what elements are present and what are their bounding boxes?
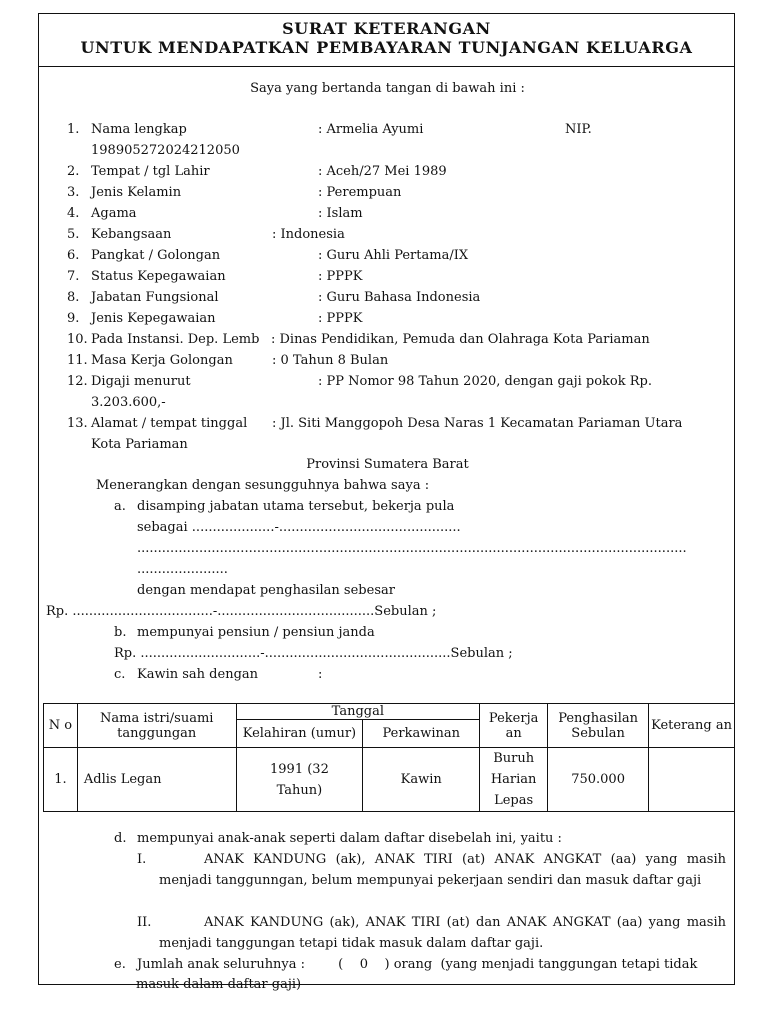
declaration-text: Menerangkan dengan sesungguhnya bahwa saya : <box>96 478 430 493</box>
field-label: Jabatan Fungsional <box>91 290 219 305</box>
item-e-line1: Jumlah anak seluruhnya : ( 0 ) orang (yang menjadi tanggungan tetapi tidak <box>137 957 698 972</box>
field-label: Nama lengkap <box>91 122 187 137</box>
item-d-ii-num: II. <box>137 915 152 930</box>
cell-no: 1. <box>44 748 78 812</box>
item-c-letter: c. <box>114 667 126 682</box>
header-penghasilan: Penghasilan Sebulan <box>548 704 649 748</box>
field-number: 5. <box>67 227 80 242</box>
field-continuation: 3.203.600,- <box>91 395 166 410</box>
document-frame <box>38 13 735 985</box>
field-value: : 0 Tahun 8 Bulan <box>272 353 389 368</box>
item-a-letter: a. <box>114 499 126 514</box>
table-row <box>44 748 735 812</box>
field-number: 10. <box>67 332 88 347</box>
field-value: : PPPK <box>318 311 363 326</box>
cell-penghasilan: 750.000 <box>548 748 649 812</box>
item-e-line2: masuk dalam daftar gaji) <box>136 977 302 992</box>
header-pekerjaan: Pekerja an <box>480 704 548 748</box>
field-label: Tempat / tgl Lahir <box>91 164 210 179</box>
field-value: : Perempuan <box>318 185 402 200</box>
field-continuation: Kota Pariaman <box>91 437 188 452</box>
header-perkawinan: Perkawinan <box>363 720 480 748</box>
field-number: 13. <box>67 416 88 431</box>
cell-kelahiran: 1991 (32 Tahun) <box>236 748 363 812</box>
field-number: 2. <box>67 164 80 179</box>
field-number: 1. <box>67 122 80 137</box>
field-label: Pangkat / Golongan <box>91 248 221 263</box>
header-no: N o <box>44 704 78 748</box>
item-a-line2: sebagai ....................-............................................ <box>137 520 461 535</box>
field-label: Alamat / tempat tinggal <box>91 416 248 431</box>
field-value: : Indonesia <box>272 227 345 242</box>
item-b-line1: mempunyai pensiun / pensiun janda <box>137 625 375 640</box>
item-a-line6: Rp. ..................................-......................................Sebulan ; <box>46 604 437 619</box>
field-label: Jenis Kepegawaian <box>91 311 216 326</box>
field-label: Masa Kerja Golongan <box>91 353 233 368</box>
cell-keterangan <box>649 748 735 812</box>
item-a-line4: ...................... <box>137 562 228 577</box>
item-b-line2: Rp. .............................-.............................................Sebulan ; <box>114 646 513 661</box>
field-number: 3. <box>67 185 80 200</box>
spouse-table <box>43 703 735 812</box>
intro-text: Saya yang bertanda tangan di bawah ini : <box>250 81 525 96</box>
field-value: : Guru Bahasa Indonesia <box>318 290 481 305</box>
item-d-letter: d. <box>114 831 127 846</box>
item-a-line5: dengan mendapat penghasilan sebesar <box>137 583 395 598</box>
cell-perkawinan: Kawin <box>363 748 480 812</box>
item-d-i-text: ANAK KANDUNG (ak), ANAK TIRI (at) ANAK ANGKAT (aa) yang masih menjadi tanggunngan, belum mempunyai pekerjaan sendiri dan masuk daftar gaji <box>159 852 726 888</box>
province-text: Provinsi Sumatera Barat <box>306 457 469 472</box>
item-c-colon: : <box>318 667 323 682</box>
item-e-letter: e. <box>114 957 126 972</box>
item-d-i-num: I. <box>137 852 147 867</box>
item-d-ii-text: ANAK KANDUNG (ak), ANAK TIRI (at) dan ANAK ANGKAT (aa) yang masih menjadi tanggungan tetapi tidak masuk dalam daftar gaji. <box>159 915 726 951</box>
item-c-line1: Kawin sah dengan <box>137 667 259 682</box>
cell-name: Adlis Legan <box>77 748 236 812</box>
field-label: Jenis Kelamin <box>91 185 182 200</box>
field-number: 12. <box>67 374 88 389</box>
field-number: 7. <box>67 269 80 284</box>
field-value: : Islam <box>318 206 363 221</box>
field-number: 8. <box>67 290 80 305</box>
header-name: Nama istri/suami tanggungan <box>77 704 236 748</box>
header-kelahiran: Kelahiran (umur) <box>236 720 363 748</box>
field-value: : Armelia Ayumi <box>318 122 424 137</box>
field-value: : Aceh/27 Mei 1989 <box>318 164 447 179</box>
title-line-2: UNTUK MENDAPATKAN PEMBAYARAN TUNJANGAN KELUARGA <box>80 38 693 57</box>
field-extra-label: NIP. <box>565 122 592 137</box>
item-b-letter: b. <box>114 625 127 640</box>
item-d-line1: mempunyai anak-anak seperti dalam daftar disebelah ini, yaitu : <box>137 831 562 846</box>
item-a-line1: disamping jabatan utama tersebut, bekerja pula <box>137 499 455 514</box>
field-continuation: 198905272024212050 <box>91 143 240 158</box>
field-number: 11. <box>67 353 88 368</box>
field-label: Status Kepegawaian <box>91 269 226 284</box>
header-keterangan: Keterang an <box>649 704 735 748</box>
field-label: Kebangsaan <box>91 227 172 242</box>
field-number: 4. <box>67 206 80 221</box>
document-header <box>39 14 734 67</box>
field-number: 9. <box>67 311 80 326</box>
field-value: : Guru Ahli Pertama/IX <box>318 248 469 263</box>
field-number: 6. <box>67 248 80 263</box>
field-label: Agama <box>91 206 137 221</box>
field-value: : PP Nomor 98 Tahun 2020, dengan gaji pokok Rp. <box>318 374 652 389</box>
field-value: : PPPK <box>318 269 363 284</box>
field-value: : Dinas Pendidikan, Pemuda dan Olahraga Kota Pariaman <box>271 332 650 347</box>
field-label: Digaji menurut <box>91 374 191 389</box>
field-value: : Jl. Siti Manggopoh Desa Naras 1 Kecamatan Pariaman Utara <box>272 416 683 431</box>
item-a-line3: ..................................................................................................................................... <box>137 541 687 556</box>
field-label: Pada Instansi. Dep. Lemb <box>91 332 260 347</box>
title-line-1: SURAT KETERANGAN <box>282 19 491 38</box>
header-tanggal: Tanggal <box>236 704 480 720</box>
cell-pekerjaan: Buruh Harian Lepas <box>480 748 548 812</box>
